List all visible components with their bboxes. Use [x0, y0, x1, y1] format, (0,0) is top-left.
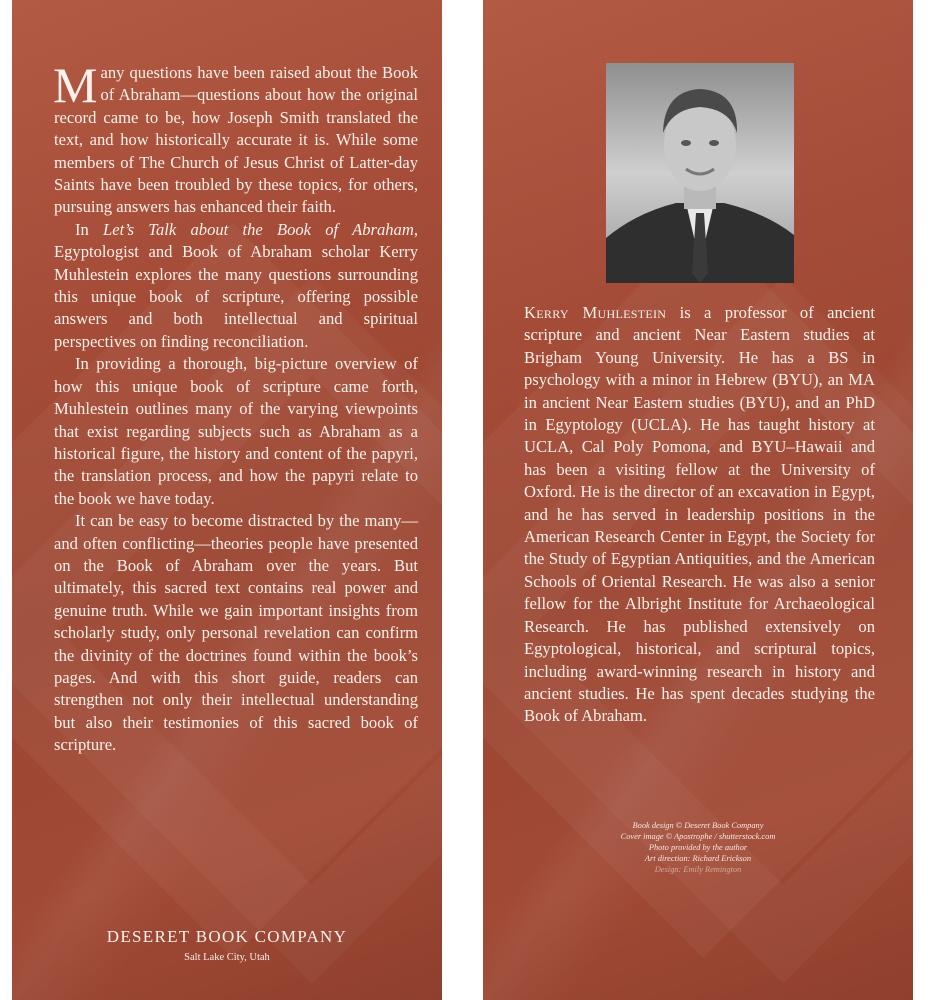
author-name: Kerry Muhlestein: [524, 303, 667, 322]
publisher-city: Salt Lake City, Utah: [184, 952, 270, 963]
description-paragraph-3: In providing a thorough, big-picture overview of how this unique book of scripture came forth, Muhlestein outlines many of the varying viewpoints that exist regarding subjects such as Abraham as a historical figure, the history and content of the papyri, the translation process, and how the papyri relate to the book we have today.: [54, 354, 418, 508]
drop-cap: M: [53, 57, 98, 113]
book-title: Let’s Talk about the Book of Abraham: [103, 219, 414, 239]
publisher-name: DESERET BOOK COMPANY: [106, 927, 348, 946]
credit-line: Cover image © Apostrophe / shutterstock.com: [620, 832, 776, 841]
paragraph-2-lead: In: [75, 219, 104, 239]
description-paragraph-2: [54, 219, 418, 353]
bio-paragraph: [524, 302, 875, 728]
front-flap: [12, 0, 442, 1000]
author-portrait-image: [606, 63, 794, 283]
author-photo: [606, 63, 794, 283]
paragraph-2-text: , Egyptologist and Book of Abraham scholar Kerry Muhlestein explores the many questions surrounding this unique book of scripture, offering possible answers and both intellectual and spiritual perspectives on finding reconciliation.: [54, 219, 418, 351]
credit-line: Design: Emily Remington: [654, 865, 742, 874]
description-paragraph-4: It can be easy to become distracted by the many—and often conflicting—theories people have presented on the Book of Abraham over the years. But ultimately, this sacred text contains real power and genuine truth. While we gain important insights from scholarly study, only personal revelation can confirm the divinity of the doctrines found within the book’s pages. And with this short guide, readers can strengthen not only their intellectual understanding but also their testimonies of this sacred book of scripture.: [54, 511, 418, 755]
book-description: [53, 57, 418, 757]
credit-line: Art direction: Richard Erickson: [644, 854, 752, 863]
author-bio: [524, 302, 875, 728]
credits-block: [483, 820, 913, 875]
publisher-imprint: [12, 927, 442, 963]
credit-line: Book design © Deseret Book Company: [632, 821, 764, 830]
bio-text: is a professor of ancient scripture and ancient Near Eastern studies at Brigham Young University. He has a BS in psychology with a minor in Hebrew (BYU), an MA in ancient Near Eastern studies (BYU), and an PhD in Egyptology (UCLA). He has taught history at UCLA, Cal Poly Pomona, and BYU–Hawaii and has been a visiting fellow at the University of Oxford. He is the director of an excavation in Egypt, and he has served in leadership positions in the American Research Center in Egypt, the Society for the Study of Egyptian Antiquities, and the American Schools of Oriental Research. He was also a senior fellow for the Albright Institute for Archaeological Research. He has published extensively on Egyptological, historical, and scriptural topics, including award-winning research in history and ancient studies. He has spent decades studying the Book of Abraham.: [524, 303, 875, 726]
paragraph-1-text: any questions have been raised about the Book of Abraham—questions about how the original record came to be, how Joseph Smith translated the text, and how historically accurate it is. While some members of The Church of Jesus Christ of Latter-day Saints have been troubled by these topics, for others, pursuing answers has enhanced their faith.: [54, 63, 418, 217]
credit-line: Photo provided by the author: [648, 843, 748, 852]
description-paragraph-1: [53, 57, 418, 219]
back-flap: [483, 0, 913, 1000]
